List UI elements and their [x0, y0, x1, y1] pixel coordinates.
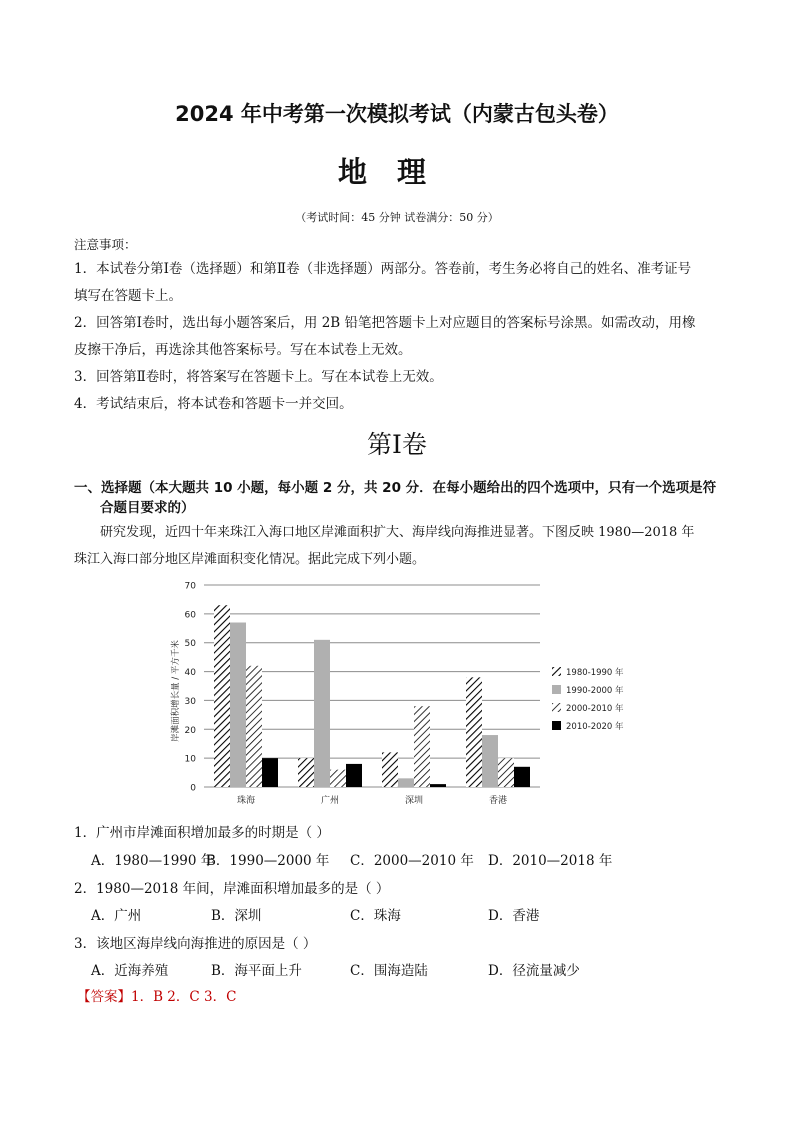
y-tick-label: 70 — [184, 581, 196, 592]
bar-深圳-2010-2020年 — [430, 784, 446, 787]
answer-line — [77, 985, 236, 1005]
question-1-option-b[interactable]: B．1990—2000 年 — [206, 853, 330, 869]
legend-swatch — [552, 721, 561, 730]
notes-line: 皮擦干净后，再选涂其他答案标号。写在本试卷上无效。 — [74, 342, 412, 358]
y-tick-label: 40 — [184, 668, 196, 679]
question-3-option-a[interactable]: A．近海养殖 — [91, 963, 169, 979]
legend-swatch — [552, 685, 561, 694]
bar-珠海-1980-1990年 — [214, 605, 230, 787]
y-tick-label: 20 — [184, 725, 196, 736]
question-2-option-b[interactable]: B．深圳 — [211, 908, 262, 924]
bar-香港-2010-2020年 — [514, 767, 530, 787]
beach-area-chart — [160, 572, 650, 812]
legend-label: 2000-2010 年 — [566, 704, 624, 714]
y-tick-label: 0 — [190, 783, 196, 794]
legend-label: 2010-2020 年 — [566, 722, 624, 732]
question-2-option-c[interactable]: C．珠海 — [350, 908, 401, 924]
y-tick-label: 50 — [184, 639, 196, 650]
intro-paragraph — [74, 519, 734, 573]
notes-line: 4．考试结束后，将本试卷和答题卡一并交回。 — [74, 396, 353, 412]
x-category-label: 深圳 — [404, 796, 424, 806]
bar-珠海-1990-2000年 — [230, 623, 246, 787]
bar-香港-1980-1990年 — [466, 677, 482, 787]
bar-广州-2010-2020年 — [346, 764, 362, 787]
notes-line: 填写在答题卡上。 — [74, 288, 182, 304]
question-1-option-d[interactable]: D．2010—2018 年 — [488, 853, 613, 869]
bar-深圳-2000-2010年 — [414, 706, 430, 787]
section-title: 第Ⅰ卷 — [367, 430, 427, 459]
legend-label: 1990-2000 年 — [566, 686, 624, 696]
answer-values: 1．B 2．C 3．C — [131, 989, 237, 1005]
legend-swatch — [552, 703, 561, 712]
question-3-stem: 3．该地区海岸线向海推进的原因是（ ） — [74, 936, 317, 952]
answer-tag: 【答案】 — [77, 989, 131, 1005]
x-category-label: 广州 — [320, 796, 340, 806]
bar-深圳-1990-2000年 — [398, 778, 414, 787]
intro-line2: 珠江入海口部分地区岸滩面积变化情况。据此完成下列小题。 — [74, 552, 426, 567]
bar-香港-2000-2010年 — [498, 758, 514, 787]
x-category-label: 珠海 — [236, 796, 256, 806]
question-2-option-a[interactable]: A．广州 — [91, 908, 142, 924]
question-1-option-a[interactable]: A．1980—1990 年 — [91, 853, 215, 869]
y-axis-label: 岸滩面积增长量 / 平方千米 — [171, 640, 181, 742]
notes-line: 2．回答第Ⅰ卷时，选出每小题答案后，用 2B 铅笔把答题卡上对应题目的答案标号涂黑。如需改动，用橡 — [74, 315, 696, 331]
part-title — [74, 478, 734, 518]
question-3-option-b[interactable]: B．海平面上升 — [211, 963, 302, 979]
question-2-stem: 2．1980—2018 年间，岸滩面积增加最多的是（ ） — [74, 881, 390, 897]
bar-广州-2000-2010年 — [330, 770, 346, 787]
y-tick-label: 10 — [184, 754, 196, 765]
exam-info: （考试时间：45 分钟 试卷满分：50 分） — [295, 211, 499, 224]
bar-广州-1990-2000年 — [314, 640, 330, 787]
subject-title: 地理 — [337, 155, 456, 189]
bar-深圳-1980-1990年 — [382, 752, 398, 787]
notes-line: 3．回答第Ⅱ卷时，将答案写在答题卡上。写在本试卷上无效。 — [74, 369, 443, 385]
bar-香港-1990-2000年 — [482, 735, 498, 787]
notes-heading: 注意事项： — [74, 237, 137, 252]
question-1-option-c[interactable]: C．2000—2010 年 — [350, 853, 474, 869]
question-1-stem: 1．广州市岸滩面积增加最多的时期是（ ） — [74, 825, 330, 841]
y-tick-label: 30 — [184, 696, 196, 707]
intro-line1: 研究发现，近四十年来珠江入海口地区岸滩面积扩大、海岸线向海推进显著。下图反映 1980—2018 年 — [100, 525, 695, 540]
y-tick-label: 60 — [184, 610, 196, 621]
question-3-option-c[interactable]: C．围海造陆 — [350, 963, 428, 979]
exam-title: 2024 年中考第一次模拟考试（内蒙古包头卷） — [175, 102, 619, 126]
question-2-option-d[interactable]: D．香港 — [488, 908, 540, 924]
part-title-line1: 一、选择题（本大题共 10 小题，每小题 2 分，共 20 分．在每小题给出的四个选项中，只有一个选项是符 — [74, 480, 717, 496]
legend-label: 1980-1990 年 — [566, 668, 624, 678]
x-category-label: 香港 — [488, 796, 508, 806]
bar-珠海-2010-2020年 — [262, 758, 278, 787]
part-title-line2: 合题目要求的） — [100, 500, 195, 516]
bar-珠海-2000-2010年 — [246, 666, 262, 787]
question-3-option-d[interactable]: D．径流量减少 — [488, 963, 580, 979]
legend-swatch — [552, 667, 561, 676]
bar-广州-1980-1990年 — [298, 758, 314, 787]
notes-line: 1．本试卷分第Ⅰ卷（选择题）和第Ⅱ卷（非选择题）两部分。答卷前，考生务必将自己的姓名、准考证号 — [74, 261, 692, 277]
